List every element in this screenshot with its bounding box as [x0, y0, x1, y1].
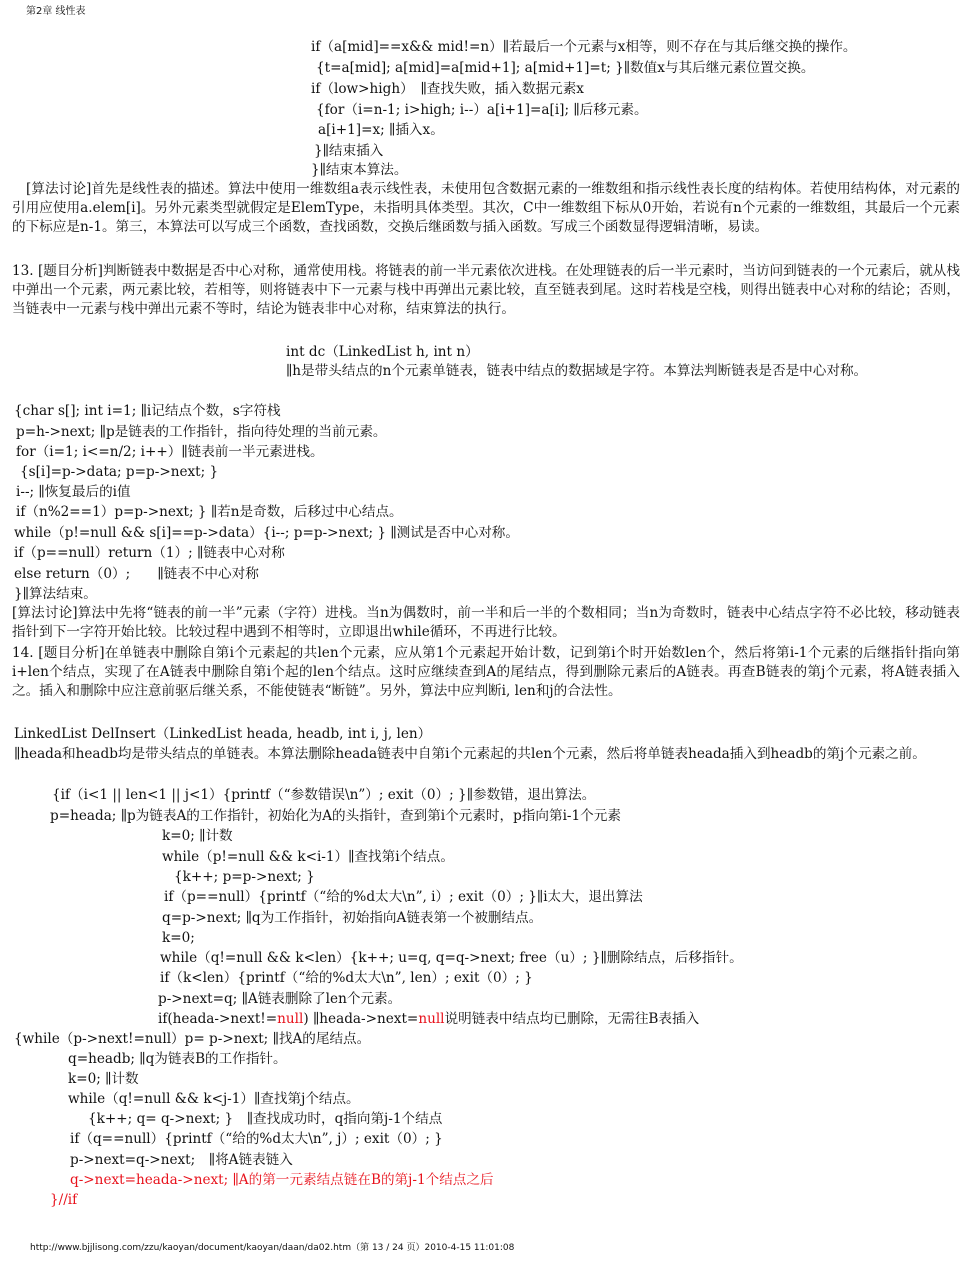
code-line: }∥结束插入 — [314, 143, 384, 159]
code-line: if（p==null）{printf（“给的%d太大\n”, i）; exit（0）; }∥i太大，退出算法 — [164, 889, 643, 905]
function-signature: LinkedList DelInsert（LinkedList heada, headb, int i, j, len） — [14, 726, 432, 742]
code-line: p=h->next; ∥p是链表的工作指针，指向待处理的当前元素。 — [16, 424, 387, 440]
code-line: q=headb; ∥q为链表B的工作指针。 — [68, 1051, 287, 1067]
code-line: {char s[]; int i=1; ∥i记结点个数，s字符栈 — [14, 403, 281, 419]
code-line: while（p!=null && s[i]==p->data）{i--; p=p->next; } ∥测试是否中心对称。 — [14, 525, 519, 541]
code-line: for（i=1; i<=n/2; i++）∥链表前一半元素进栈。 — [16, 444, 324, 460]
code-line: a[i+1]=x; ∥插入x。 — [318, 122, 444, 138]
code-line: k=0; ∥计数 — [68, 1071, 139, 1087]
code-line: k=0; ∥计数 — [162, 828, 233, 844]
code-line: while（q!=null && k<len）{k++; u=q, q=q->next; free（u）; }∥删除结点，后移指针。 — [160, 950, 743, 966]
code-line: {k++; p=p->next; } — [174, 869, 315, 885]
code-line: if（k<len）{printf（“给的%d太大\n”, len）; exit（0）; } — [160, 970, 533, 986]
code-line: if（n%2==1）p=p->next; } ∥若n是奇数，后移过中心结点。 — [16, 504, 403, 520]
code-line: i--; ∥恢复最后的i值 — [16, 484, 131, 500]
code-line — [158, 1009, 699, 1029]
code-line: if（q==null）{printf（“给的%d太大\n”, j）; exit（0）; } — [70, 1131, 443, 1147]
code-line: p=heada; ∥p为链表A的工作指针，初始化为A的头指针，查到第i个元素时，p指向第i-1个元素 — [50, 808, 621, 824]
code-line: {t=a[mid]; a[mid]=a[mid+1]; a[mid+1]=t; }∥数值x与其后继元素位置交换。 — [316, 60, 815, 76]
code-line: while（q!=null && k<j-1）∥查找第j个结点。 — [68, 1091, 360, 1107]
code-line: }∥算法结束。 — [14, 586, 97, 602]
function-comment: ∥heada和headb均是带头结点的单链表。本算法删除heada链表中自第i个元素起的共len个元素，然后将单链表heada插入到headb的第j个元素之前。 — [14, 746, 926, 762]
code-line: p->next=q->next; ∥将A链表链入 — [70, 1152, 293, 1168]
code-line: }∥结束本算法。 — [311, 162, 408, 178]
code-line: q=p->next; ∥q为工作指针，初始指向A链表第一个被删结点。 — [162, 910, 543, 926]
code-line: p->next=q; ∥A链表删除了len个元素。 — [158, 991, 402, 1007]
function-comment: ∥h是带头结点的n个元素单链表，链表中结点的数据域是字符。本算法判断链表是否是中心对称。 — [286, 363, 868, 379]
question-13-analysis: 13. [题目分析]判断链表中数据是否中心对称，通常使用栈。将链表的前一半元素依次进栈。在处理链表的后一半元素时，当访问到链表的一个元素后，就从栈中弹出一个元素，两元素比较，若相等，则将链表中下一元素与栈中再弹出元素比较，直至链表到尾。这时若栈是空栈，则得出链表中心对称的结论；否则，当链表中一元素与栈中弹出元素不等时，结论为链表非中心对称，结束算法的执行。 — [12, 263, 960, 317]
question-14-analysis: 14. [题目分析]在单链表中删除自第i个元素起的共len个元素，应从第1个元素起开始计数，记到第i个时开始数len个，然后将第i-1个元素的后继指针指向第i+len个结点，实现了在A链表中删除自第i个起的len个结点。这时应继续查到A的尾结点，得到删除元素后的A链表。再查B链表的第j个元素，将A链表插入之。插入和删除中应注意前驱后继关系，不能使链表“断链”。另外，算法中应判断i, len和j的合法性。 — [12, 645, 960, 699]
code-line-highlighted: q->next=heada->next; ∥A的第一元素结点链在B的第j-1个结点之后 — [70, 1172, 494, 1188]
code-line: k=0; — [162, 930, 195, 946]
code-fragment: ) ∥heada->next= — [303, 1011, 419, 1027]
code-line: if（low>high） ∥查找失败，插入数据元素x — [311, 81, 584, 97]
code-fragment: if(heada->next!= — [158, 1011, 278, 1027]
page-footer-url: http://www.bjjlisong.com/zzu/kaoyan/document/kaoyan/daan/da02.htm（第 13 / 24 页）2010-4-15 11:01:08 — [30, 1243, 515, 1253]
code-fragment: 说明链表中结点均已删除，无需往B表插入 — [444, 1011, 700, 1027]
code-line: {while（p->next!=null）p= p->next; ∥找A的尾结点。 — [14, 1031, 371, 1047]
highlighted-null: null — [277, 1011, 304, 1027]
code-line: if（a[mid]==x&& mid!=n）∥若最后一个元素与x相等，则不存在与其后继交换的操作。 — [311, 39, 857, 55]
chapter-header: 第2章 线性表 — [26, 6, 86, 17]
code-line: {s[i]=p->data; p=p->next; } — [20, 464, 219, 480]
function-signature: int dc（LinkedList h, int n） — [286, 344, 479, 360]
discussion-paragraph: [算法讨论]算法中先将“链表的前一半”元素（字符）进栈。当n为偶数时，前一半和后一半的个数相同；当n为奇数时，链表中心结点字符不必比较，移动链表指针到下一字符开始比较。比较过程中遇到不相等时，立即退出while循环，不再进行比较。 — [12, 605, 960, 640]
highlighted-null: null — [418, 1011, 445, 1027]
code-line: else return（0）; ∥链表不中心对称 — [14, 566, 259, 582]
code-line: {for（i=n-1; i>high; i--）a[i+1]=a[i]; ∥后移元素。 — [316, 102, 648, 118]
code-line: {if（i<1 || len<1 || j<1）{printf（“参数错误\n”）; exit（0）; }∥参数错，退出算法。 — [52, 787, 596, 803]
discussion-paragraph: [算法讨论]首先是线性表的描述。算法中使用一维数组a表示线性表，未使用包含数据元素的一维数组和指示线性表长度的结构体。若使用结构体，对元素的引用应使用a.elem[i]。另外元素类型就假定是ElemType，未指明具体类型。其次，C中一维数组下标从0开始，若说有n个元素的一维数组，其最后一个元素的下标应是n-1。第三，本算法可以写成三个函数，查找函数，交换后继函数与插入函数。写成三个函数显得逻辑清晰，易读。 — [12, 181, 960, 235]
code-line: {k++; q= q->next; } ∥查找成功时，q指向第j-1个结点 — [88, 1111, 443, 1127]
code-line: while（p!=null && k<i-1）∥查找第i个结点。 — [162, 849, 454, 865]
code-line: if（p==null）return（1）; ∥链表中心对称 — [14, 545, 285, 561]
code-line-highlighted: }//if — [50, 1192, 78, 1208]
